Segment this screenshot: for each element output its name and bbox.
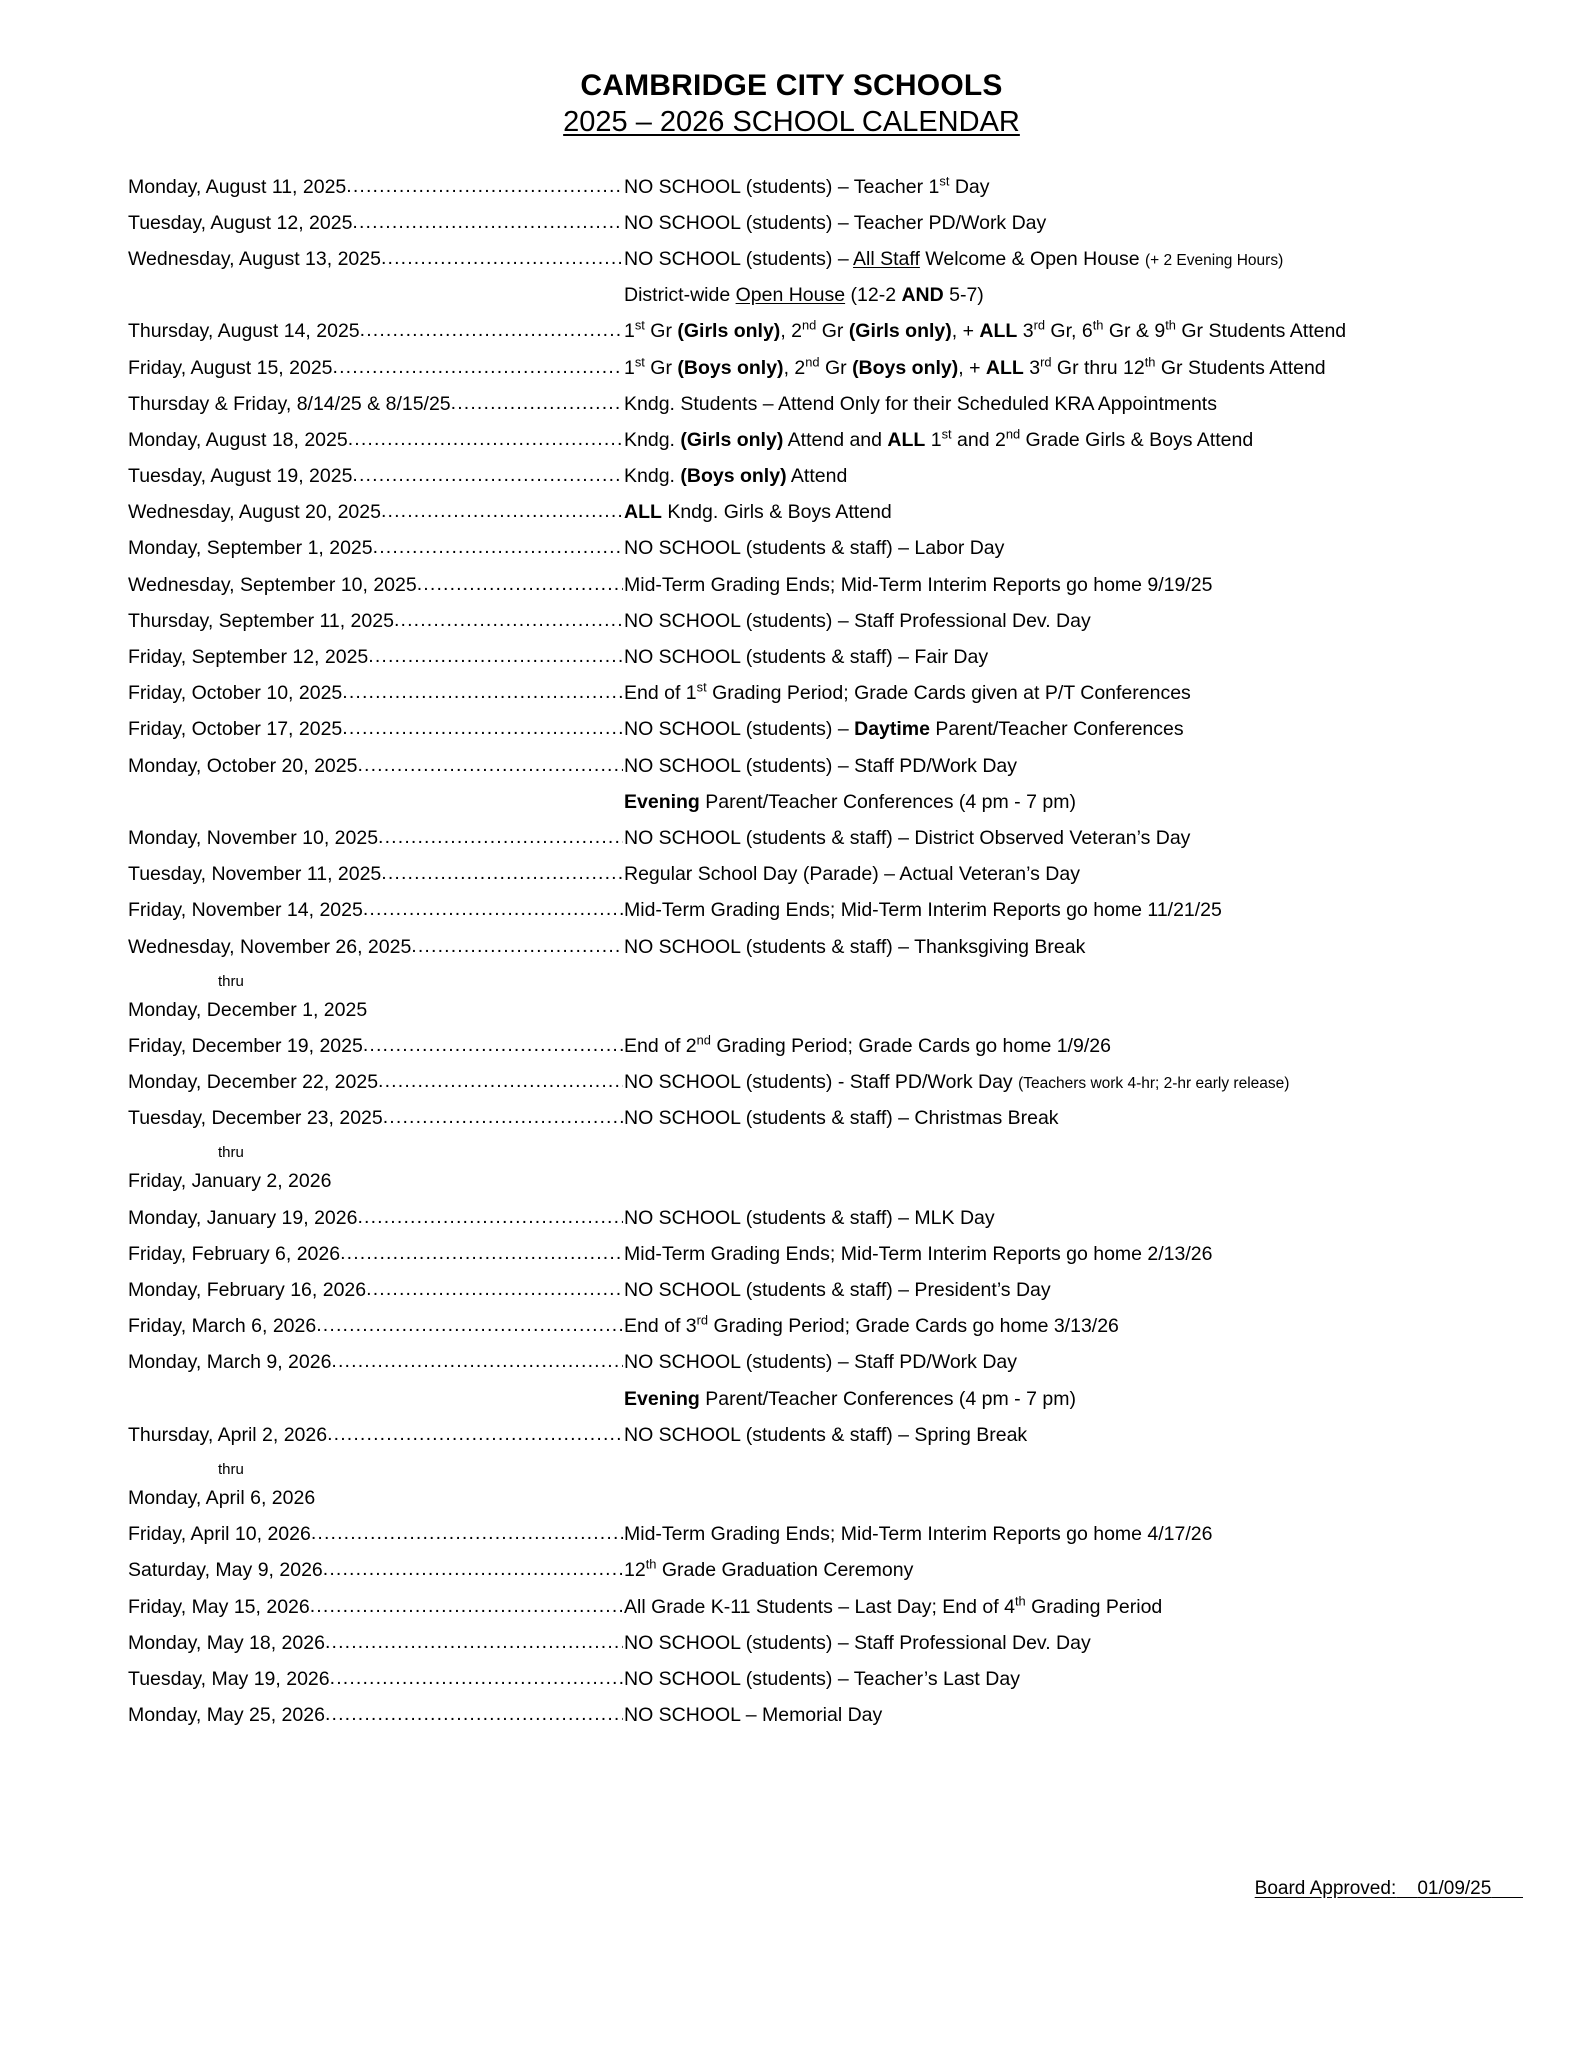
entry-date-cell [128, 1281, 623, 1301]
entry-description: NO SCHOOL (students & staff) – District Observed Veteran’s Day [624, 826, 1191, 849]
thru-label: thru [218, 972, 244, 990]
entry-description: Kndg. Students – Attend Only for their Scheduled KRA Appointments [624, 392, 1217, 415]
dot-leader [348, 431, 623, 450]
calendar-entry-row [128, 720, 1523, 756]
entry-date: Monday, November 10, 2025 [128, 828, 379, 849]
entry-date-cell [128, 1317, 623, 1337]
dot-leader [360, 322, 623, 341]
entry-description: End of 3rd Grading Period; Grade Cards go home 3/13/26 [624, 1312, 1119, 1338]
calendar-entry-row [128, 539, 1523, 575]
board-approval-date: 01/09/25 [1417, 1878, 1492, 1899]
entry-date: Friday, October 10, 2025 [128, 684, 343, 704]
dot-leader [363, 901, 623, 920]
entry-description: Mid-Term Grading Ends; Mid-Term Interim Reports go home 9/19/25 [624, 573, 1213, 596]
entry-date: Friday, October 17, 2025 [128, 720, 343, 740]
entry-description: 1st Gr (Girls only), 2nd Gr (Girls only), + ALL 3rd Gr, 6th Gr & 9th Gr Students Attend [624, 317, 1347, 343]
entry-description: Evening Parent/Teacher Conferences (4 pm - 7 pm) [624, 1387, 1076, 1410]
range-end-date: Monday, December 1, 2025 [128, 998, 368, 1021]
entry-date: Wednesday, September 10, 2025 [128, 575, 417, 596]
calendar-entry-row [128, 573, 1523, 612]
calendar-entry-row [128, 609, 1523, 648]
entry-description: NO SCHOOL (students) – All Staff Welcome & Open House (+ 2 Evening Hours) [624, 247, 1284, 270]
dot-leader [316, 1317, 623, 1336]
dot-leader [381, 503, 623, 522]
entry-description: All Grade K-11 Students – Last Day; End of 4th Grading Period [624, 1593, 1163, 1618]
dot-leader [342, 720, 623, 739]
calendar-entry-row [128, 648, 1523, 684]
entry-date-cell [128, 1670, 623, 1690]
entry-description: NO SCHOOL (students & staff) – Fair Day [624, 646, 989, 669]
entry-date-cell [128, 612, 623, 632]
entry-date: Tuesday, December 23, 2025 [128, 1109, 383, 1129]
entry-date: Friday, December 19, 2025 [128, 1036, 363, 1057]
range-end-date: Monday, April 6, 2026 [128, 1486, 316, 1509]
entry-date: Tuesday, November 11, 2025 [128, 865, 382, 885]
entry-date-cell [128, 829, 623, 849]
entry-description: Mid-Term Grading Ends; Mid-Term Interim Reports go home 11/21/25 [624, 899, 1222, 922]
entry-date: Thursday & Friday, 8/14/25 & 8/15/25 [128, 394, 451, 415]
entry-description: NO SCHOOL – Memorial Day [624, 1704, 883, 1727]
entry-date-cell [128, 938, 623, 958]
entry-description: NO SCHOOL (students) – Staff PD/Work Day [624, 1351, 1018, 1374]
calendar-entry-row [128, 1593, 1523, 1634]
calendar-entry-row [128, 247, 1523, 286]
entry-date-cell [128, 1353, 623, 1373]
entry-date: Monday, September 1, 2025 [128, 539, 373, 559]
calendar-entry-row [128, 317, 1523, 358]
entry-date-cell [128, 1706, 623, 1726]
dot-leader [417, 576, 623, 595]
entry-date-cell [128, 322, 623, 342]
entry-description: 1st Gr (Boys only), 2nd Gr (Boys only), + ALL 3rd Gr thru 12th Gr Students Attend [624, 354, 1326, 379]
calendar-entry-row [128, 1423, 1523, 1462]
entry-date-cell [128, 1561, 623, 1581]
calendar-entry-row [128, 1281, 1523, 1317]
entry-description: Mid-Term Grading Ends; Mid-Term Interim Reports go home 4/17/26 [624, 1523, 1213, 1546]
entry-date-cell [128, 395, 623, 415]
entry-date-cell [128, 503, 623, 523]
calendar-entry-list [0, 173, 1583, 1743]
entry-description: Evening Parent/Teacher Conferences (4 pm - 7 pm) [624, 790, 1076, 813]
dot-leader [323, 1561, 623, 1580]
entry-date: Thursday, August 14, 2025 [128, 322, 360, 342]
page-subtitle [0, 105, 1583, 139]
entry-date: Wednesday, August 13, 2025 [128, 249, 381, 270]
entry-description: NO SCHOOL (students) – Daytime Parent/Teacher Conferences [624, 718, 1184, 741]
dot-leader [352, 467, 623, 486]
calendar-entry-row [128, 1667, 1523, 1706]
entry-description: End of 2nd Grading Period; Grade Cards go home 1/9/26 [624, 1032, 1111, 1057]
entry-date: Saturday, May 9, 2026 [128, 1561, 323, 1581]
thru-label: thru [218, 1144, 244, 1162]
calendar-entry-row [128, 1312, 1523, 1353]
calendar-entry-row [128, 1073, 1523, 1109]
entry-description: NO SCHOOL (students & staff) – Thanksgiving Break [624, 935, 1086, 958]
calendar-entry-row [128, 826, 1523, 865]
entry-description: NO SCHOOL (students) - Staff PD/Work Day (Teachers work 4-hr; 2-hr early release) [624, 1071, 1290, 1094]
dot-leader [340, 1245, 623, 1264]
entry-date: Friday, February 6, 2026 [128, 1244, 341, 1265]
dot-leader [366, 1281, 623, 1300]
entry-description: NO SCHOOL (students) – Staff Professional Dev. Day [624, 1631, 1091, 1654]
entry-description: NO SCHOOL (students & staff) – Christmas Break [624, 1107, 1059, 1130]
entry-date: Monday, May 18, 2026 [128, 1633, 325, 1654]
entry-date: Wednesday, August 20, 2025 [128, 503, 381, 523]
calendar-entry-row [128, 1032, 1523, 1073]
calendar-entry-row [128, 1242, 1523, 1281]
calendar-entry-row [128, 1556, 1523, 1597]
entry-date-cell [128, 1525, 623, 1545]
entry-date-cell [128, 901, 623, 921]
entry-date-cell [128, 178, 623, 198]
entry-date-cell [128, 648, 623, 668]
entry-date-cell [128, 431, 623, 451]
board-approval [1255, 1878, 1523, 1900]
calendar-entry-row [128, 790, 1523, 829]
entry-date: Monday, March 9, 2026 [128, 1353, 332, 1373]
dot-leader [383, 1109, 623, 1128]
entry-date: Friday, August 15, 2025 [128, 358, 333, 379]
calendar-entry-row [128, 1387, 1523, 1426]
dot-leader [381, 250, 623, 269]
calendar-entry-row [128, 426, 1523, 467]
calendar-entry-row [128, 935, 1523, 974]
entry-date-cell [128, 576, 623, 596]
calendar-entry-row [128, 467, 1523, 503]
calendar-entry-row [128, 679, 1523, 720]
entry-date: Monday, August 11, 2025 [128, 177, 347, 198]
entry-description: District-wide Open House (12-2 AND 5-7) [624, 284, 984, 307]
entry-date: Thursday, April 2, 2026 [128, 1425, 328, 1446]
entry-date: Friday, April 10, 2026 [128, 1525, 311, 1545]
calendar-entry-row [128, 865, 1523, 901]
entry-description: NO SCHOOL (students) – Staff PD/Work Day [624, 754, 1018, 777]
entry-date: Tuesday, May 19, 2026 [128, 1669, 330, 1690]
entry-date: Monday, May 25, 2026 [128, 1706, 325, 1726]
calendar-entry-row [128, 173, 1523, 214]
dot-leader [352, 214, 623, 233]
calendar-entry-row [128, 1706, 1523, 1742]
calendar-entry-row [128, 354, 1523, 395]
entry-description: Mid-Term Grading Ends; Mid-Term Interim Reports go home 2/13/26 [624, 1242, 1213, 1265]
entry-date-cell [128, 757, 623, 777]
entry-date: Monday, February 16, 2026 [128, 1281, 367, 1301]
entry-description: NO SCHOOL (students) – Teacher’s Last Day [624, 1667, 1020, 1690]
entry-date-cell [128, 359, 623, 379]
calendar-entry-row [128, 1631, 1523, 1670]
calendar-entry-row [128, 503, 1523, 539]
entry-description: Regular School Day (Parade) – Actual Veteran’s Day [624, 863, 1080, 886]
entry-description: NO SCHOOL (students & staff) – MLK Day [624, 1206, 995, 1229]
entry-date: Friday, November 14, 2025 [128, 901, 363, 921]
entry-date: Tuesday, August 19, 2025 [128, 467, 353, 487]
entry-date: Tuesday, August 12, 2025 [128, 213, 353, 234]
dot-leader [381, 865, 623, 884]
calendar-entry-row [128, 901, 1523, 937]
dot-leader [373, 539, 623, 558]
dot-leader [311, 1525, 623, 1544]
dot-leader [411, 938, 623, 957]
entry-date-cell [128, 1598, 623, 1618]
entry-description: 12th Grade Graduation Ceremony [624, 1556, 914, 1582]
entry-date-cell [128, 865, 623, 885]
thru-label: thru [218, 1460, 244, 1478]
entry-date: Monday, August 18, 2025 [128, 430, 348, 451]
entry-date: Monday, December 22, 2025 [128, 1073, 379, 1093]
entry-description: NO SCHOOL (students & staff) – President’s Day [624, 1279, 1051, 1302]
entry-date-cell [128, 539, 623, 559]
dot-leader [451, 395, 623, 414]
entry-date-cell [128, 1426, 623, 1446]
entry-date-cell [128, 1109, 623, 1129]
entry-date: Friday, September 12, 2025 [128, 648, 369, 668]
entry-description: NO SCHOOL (students) – Staff Professional Dev. Day [624, 609, 1091, 632]
calendar-entry-row [128, 1206, 1523, 1245]
entry-description: NO SCHOOL (students) – Teacher 1st Day [624, 173, 990, 198]
document-header [0, 0, 1583, 140]
range-end-date: Friday, January 2, 2026 [128, 1170, 332, 1193]
entry-date: Wednesday, November 26, 2025 [128, 937, 412, 958]
entry-date-cell [128, 1634, 623, 1654]
page-title: CAMBRIDGE CITY SCHOOLS [580, 69, 1003, 102]
entry-date-cell [128, 1209, 623, 1229]
entry-date: Friday, March 6, 2026 [128, 1317, 317, 1337]
dot-leader [346, 178, 623, 197]
entry-date-cell [128, 250, 623, 270]
dot-leader [368, 648, 623, 667]
calendar-entry-row [128, 286, 1523, 322]
dot-leader [378, 1073, 623, 1092]
dot-leader [394, 612, 623, 631]
calendar-entry-row [128, 754, 1523, 793]
calendar-entry-row [128, 211, 1523, 250]
entry-description: NO SCHOOL (students) – Teacher PD/Work Day [624, 211, 1047, 234]
calendar-entry-row [128, 392, 1523, 431]
entry-date-cell [128, 684, 623, 704]
entry-date-cell [128, 1073, 623, 1093]
page-subtitle-text: 2025 – 2026 SCHOOL CALENDAR [563, 106, 1020, 139]
dot-leader [378, 829, 623, 848]
dot-leader [357, 1209, 623, 1228]
entry-date: Monday, January 19, 2026 [128, 1208, 358, 1229]
entry-description: Kndg. (Boys only) Attend [624, 465, 848, 488]
entry-description: End of 1st Grading Period; Grade Cards given at P/T Conferences [624, 679, 1191, 705]
dot-leader [331, 1353, 623, 1372]
dot-leader [330, 1670, 623, 1689]
entry-description: NO SCHOOL (students & staff) – Labor Day [624, 537, 1005, 560]
entry-description: Kndg. (Girls only) Attend and ALL 1st and 2nd Grade Girls & Boys Attend [624, 426, 1254, 451]
dot-leader [357, 757, 623, 776]
dot-leader [310, 1598, 623, 1617]
dot-leader [363, 1037, 623, 1056]
entry-date: Thursday, September 11, 2025 [128, 611, 394, 632]
calendar-entry-row [128, 1109, 1523, 1145]
dot-leader [342, 684, 623, 703]
dot-leader [325, 1634, 623, 1653]
entry-date-cell [128, 1245, 623, 1265]
entry-date: Monday, October 20, 2025 [128, 756, 358, 777]
calendar-entry-row [128, 1525, 1523, 1561]
entry-date-cell [128, 1037, 623, 1057]
calendar-entry-row [128, 1353, 1523, 1389]
entry-date-cell [128, 720, 623, 740]
dot-leader [333, 359, 623, 378]
dot-leader [325, 1706, 623, 1725]
entry-date-cell [128, 214, 623, 234]
dot-leader [327, 1426, 623, 1445]
board-approval-label: Board Approved: [1254, 1878, 1397, 1899]
entry-date-cell [128, 467, 623, 487]
entry-date: Friday, May 15, 2026 [128, 1597, 310, 1618]
entry-description: NO SCHOOL (students & staff) – Spring Break [624, 1423, 1028, 1446]
entry-description: ALL Kndg. Girls & Boys Attend [624, 501, 892, 524]
